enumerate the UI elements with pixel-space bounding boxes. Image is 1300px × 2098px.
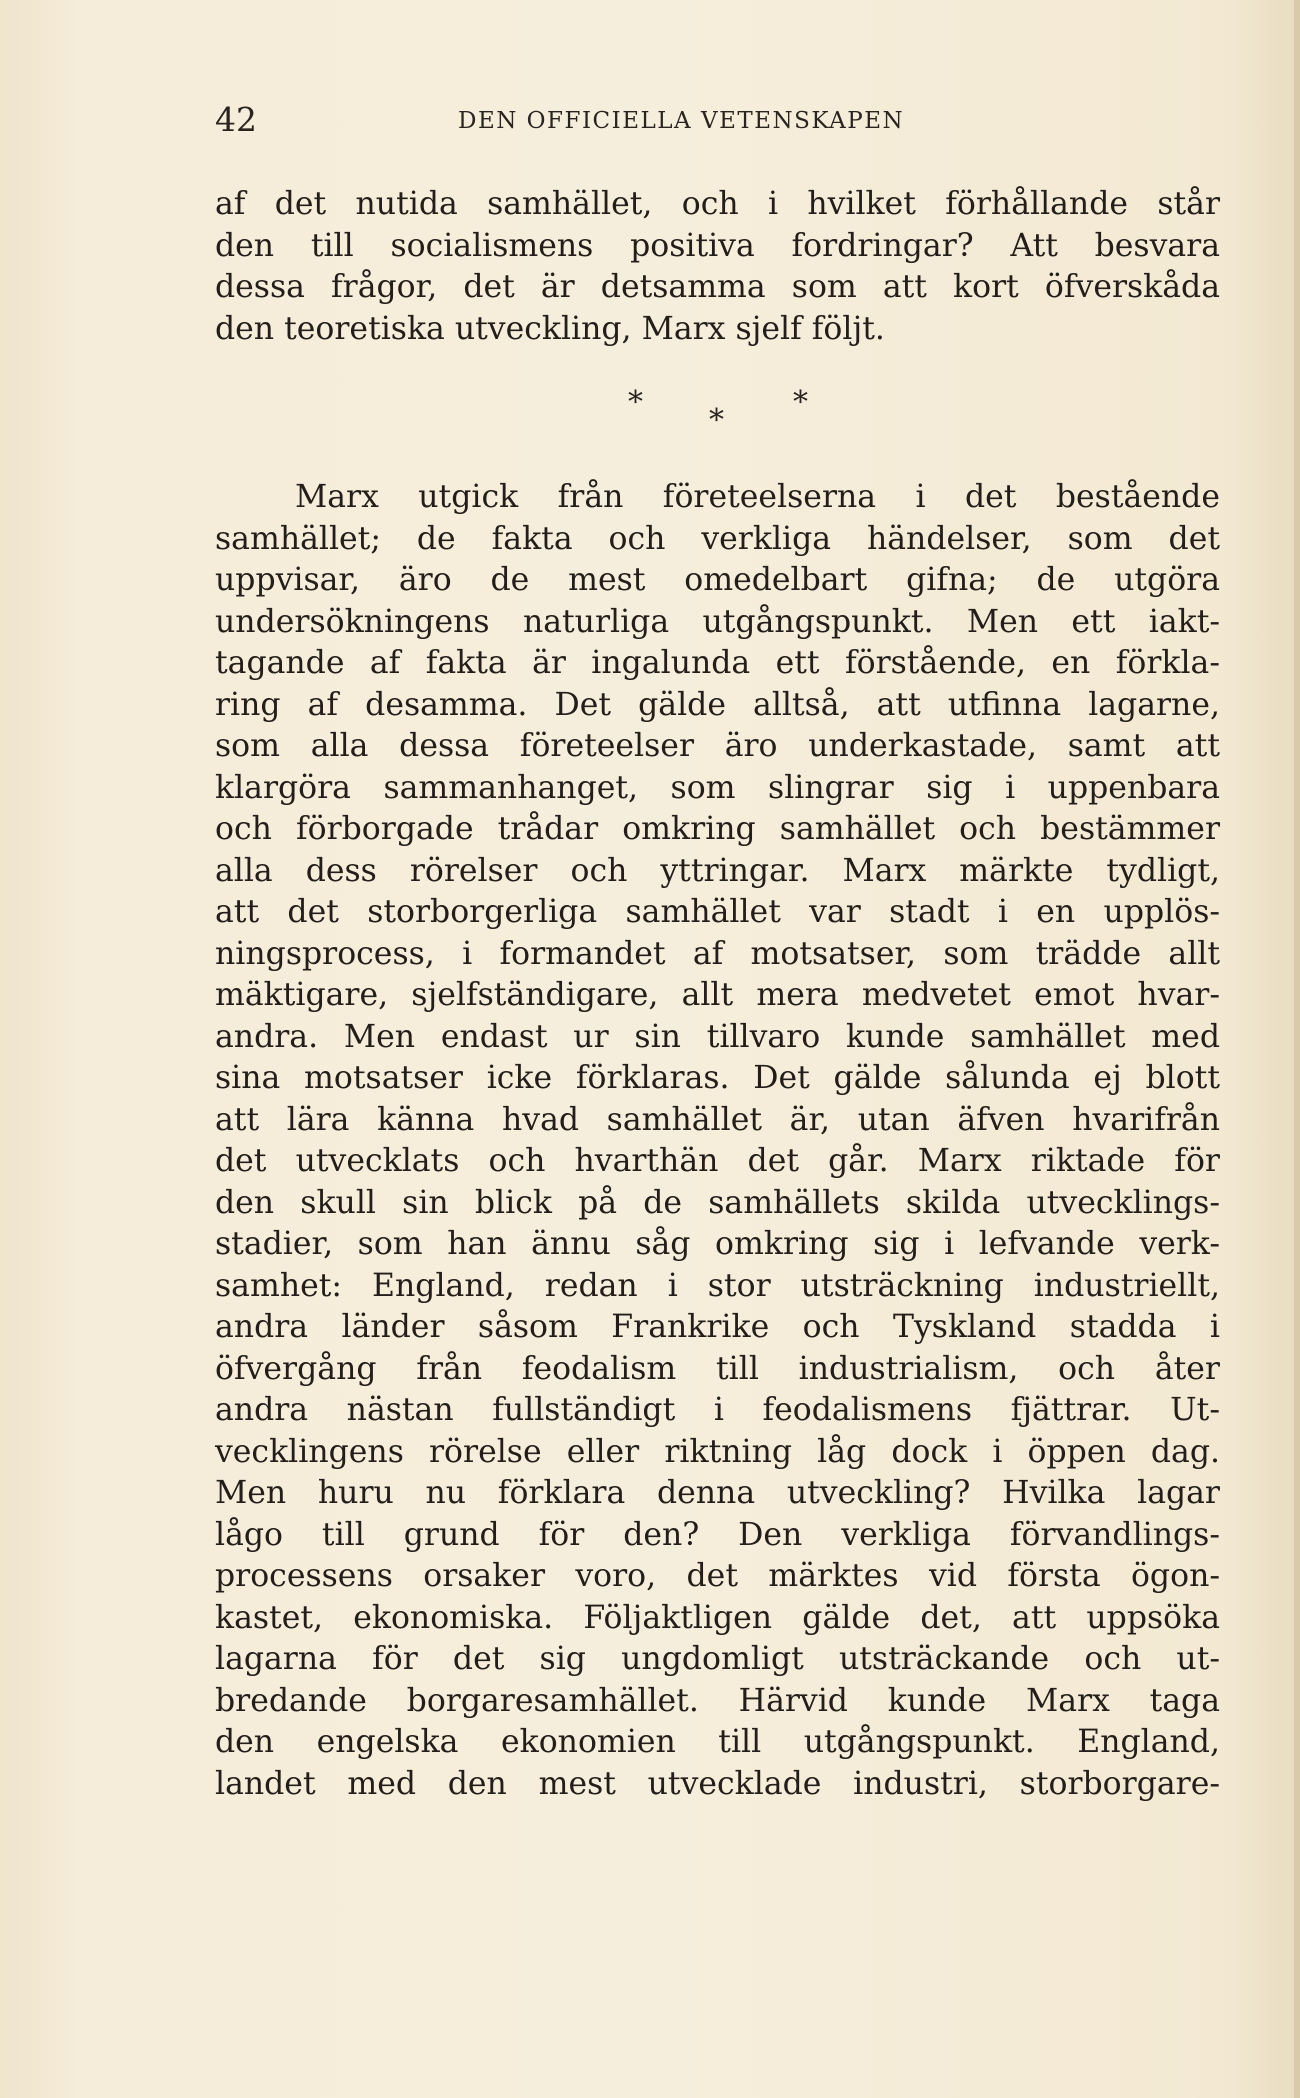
- text-line: sina motsatser icke förklaras. Det gälde sålunda ej blott: [215, 1060, 1220, 1096]
- text-line: samhet: England, redan i stor utsträckning industriellt,: [215, 1267, 1220, 1304]
- running-title: DEN OFFICIELLA VETENSKAPEN: [458, 108, 905, 134]
- text-line: den till socialismens positiva fordringar? Att besvara: [215, 227, 1220, 264]
- asterisk: *: [793, 385, 808, 420]
- text-line: Men huru nu förklara denna utveckling? Hvilka lagar: [215, 1475, 1220, 1511]
- page-number: 42: [215, 100, 257, 139]
- asterisk: *: [709, 403, 724, 438]
- text-line: andra. Men endast ur sin tillvaro kunde samhället med: [215, 1018, 1220, 1055]
- text-line: andra nästan fullständigt i feodalismens fjättrar. Ut-: [215, 1392, 1220, 1428]
- text-line: alla dess rörelser och yttringar. Marx märkte tydligt,: [215, 852, 1220, 889]
- running-header: [215, 100, 1225, 140]
- text-line: kastet, ekonomiska. Följaktligen gälde det, att uppsöka: [215, 1599, 1220, 1636]
- text-line: den teoretiska utveckling, Marx sjelf följt.: [215, 310, 885, 347]
- text-line: öfvergång från feodalism till industrialism, och åter: [215, 1350, 1220, 1387]
- text-line: samhället; de fakta och verkliga händelser, som det: [215, 520, 1220, 557]
- text-line: Marx utgick från företeelserna i det bestående: [295, 479, 1220, 515]
- text-line: ningsprocess, i formandet af motsatser, som trädde allt: [215, 935, 1220, 972]
- text-line: den skull sin blick på de samhällets skilda utvecklings-: [215, 1184, 1220, 1221]
- text-line: af det nutida samhället, och i hvilket förhållande står: [215, 186, 1220, 222]
- text-line: undersökningens naturliga utgångspunkt. Men ett iakt-: [215, 603, 1220, 640]
- text-line: att lära känna hvad samhället är, utan äfven hvarifrån: [215, 1101, 1220, 1138]
- paragraph-2: [215, 477, 1220, 1805]
- text-line: tagande af fakta är ingalunda ett förstående, en förkla-: [215, 645, 1220, 681]
- asterisk: *: [628, 385, 643, 420]
- text-line: dessa frågor, det är detsamma som att kort öfverskåda: [215, 269, 1220, 305]
- text-line: vecklingens rörelse eller riktning låg dock i öppen dag.: [215, 1433, 1220, 1470]
- text-line: processens orsaker voro, det märktes vid första ögon-: [215, 1558, 1220, 1594]
- text-line: bredande borgaresamhället. Härvid kunde Marx taga: [215, 1682, 1220, 1719]
- page-edge: [1294, 0, 1300, 2098]
- text-line: ring af desamma. Det gälde alltså, att utfinna lagarne,: [215, 686, 1220, 723]
- text-line: det utvecklats och hvarthän det går. Marx riktade för: [215, 1143, 1220, 1179]
- text-line: den engelska ekonomien till utgångspunkt. England,: [215, 1724, 1220, 1760]
- text-line: lågo till grund för den? Den verkliga förvandlings-: [215, 1516, 1220, 1553]
- text-line: mäktigare, sjelfständigare, allt mera medvetet emot hvar-: [215, 977, 1220, 1013]
- text-line: och förborgade trådar omkring samhället och bestämmer: [215, 811, 1220, 847]
- text-line: att det storborgerliga samhället var stadt i en upplös-: [215, 894, 1220, 930]
- text-line: klargöra sammanhanget, som slingrar sig i uppenbara: [215, 769, 1220, 806]
- text-line: stadier, som han ännu såg omkring sig i lefvande verk-: [215, 1226, 1220, 1262]
- text-line: landet med den mest utvecklade industri, storborgare-: [215, 1765, 1220, 1802]
- text-line: lagarna för det sig ungdomligt utsträckande och ut-: [215, 1641, 1220, 1677]
- text-line: uppvisar, äro de mest omedelbart gifna; de utgöra: [215, 562, 1220, 598]
- paragraph-1: [215, 184, 1220, 350]
- text-line: andra länder såsom Frankrike och Tyskland stadda i: [215, 1309, 1220, 1345]
- text-line: som alla dessa företeelser äro underkastade, samt att: [215, 728, 1220, 764]
